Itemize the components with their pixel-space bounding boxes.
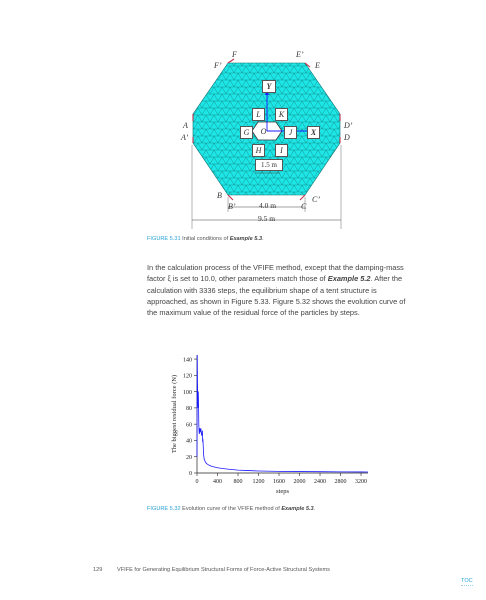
figure-5-32-caption: FIGURE 5.32 Evolution curve of the VFIFE method of Example 5.3. <box>147 506 316 512</box>
y-tick-label: 20 <box>186 454 192 461</box>
label-B-prime: B’ <box>228 202 236 211</box>
label-B: B <box>217 191 222 200</box>
label-C: C <box>301 202 307 211</box>
series-line-0 <box>197 355 368 472</box>
x-axis-label: steps <box>276 488 289 495</box>
y-tick-label: 60 <box>186 422 192 429</box>
node-J: J <box>284 126 297 139</box>
example-ref: Example 5.2 <box>327 274 371 284</box>
node-L: L <box>252 108 265 121</box>
label-D: D <box>344 133 350 142</box>
y-tick-label: 140 <box>183 357 192 364</box>
node-I: I <box>275 144 288 157</box>
y-tick-label: 40 <box>186 438 192 445</box>
caption-label: FIGURE 5.31 <box>147 236 181 242</box>
figure-5-31-caption: FIGURE 5.31 Initial conditions of Example 5.3. <box>147 236 264 242</box>
x-tick-label: 2400 <box>314 479 327 485</box>
node-X: X <box>307 126 320 139</box>
caption-example: Example 5.3 <box>281 506 314 512</box>
node-O: O <box>260 127 267 136</box>
label-D-prime: D’ <box>344 121 353 130</box>
node-H: H <box>252 144 265 157</box>
label-E-prime: E’ <box>296 50 304 59</box>
dim-4-0m: 4.0 m <box>259 201 277 210</box>
label-C-prime: C’ <box>312 195 320 204</box>
caption-text: Initial conditions of <box>182 236 230 242</box>
label-E: E <box>315 61 320 70</box>
y-axis-label: The biggest residual force (N) <box>171 374 178 454</box>
x-tick-label: 0 <box>195 479 199 485</box>
y-tick-label: 100 <box>183 389 192 396</box>
x-tick-label: 400 <box>213 479 223 485</box>
caption-example: Example 5.3 <box>229 236 263 242</box>
label-A: A <box>183 121 188 130</box>
label-F: F <box>232 50 237 59</box>
toc-link[interactable]: TOC <box>461 578 473 584</box>
y-tick-label: 120 <box>183 373 192 380</box>
x-tick-label: 1200 <box>252 479 265 485</box>
x-tick-label: 2800 <box>334 479 347 485</box>
node-Y: Y <box>262 80 276 93</box>
y-tick-label: 80 <box>186 406 192 413</box>
node-K: K <box>275 108 288 121</box>
caption-text: Evolution curve of the VFIFE method of <box>182 506 282 512</box>
body-paragraph: In the calculation process of the VFIFE method, except that the damping-mass factor ξ is set to 10.0, other parameters match those of Example 5.2. After the calculation with 3336 steps, the equilibrium shape of a tent structure is approached, as shown in Figure 5.33. Figure 5.32 shows the evolution curve of the maximum value of the residual force of the particles by steps. <box>147 263 406 318</box>
label-F-prime: F’ <box>214 61 222 70</box>
page-number: 129 <box>93 567 103 573</box>
dim-1-5m: 1.5 m <box>255 159 283 171</box>
figure-5-32-chart <box>160 345 380 505</box>
node-G: G <box>240 126 253 139</box>
x-tick-label: 2000 <box>293 479 306 485</box>
label-A-prime: A’ <box>181 133 189 142</box>
x-tick-label: 800 <box>233 479 243 485</box>
caption-label: FIGURE 5.32 <box>147 506 181 512</box>
x-tick-label: 3200 <box>355 479 368 485</box>
x-tick-label: 1600 <box>273 479 286 485</box>
y-tick-label: 0 <box>189 471 192 478</box>
dim-9-5m: 9.5 m <box>258 214 276 223</box>
running-title: VFIFE for Generating Equilibrium Structural Forms of Force-Active Structural Systems <box>117 567 330 573</box>
